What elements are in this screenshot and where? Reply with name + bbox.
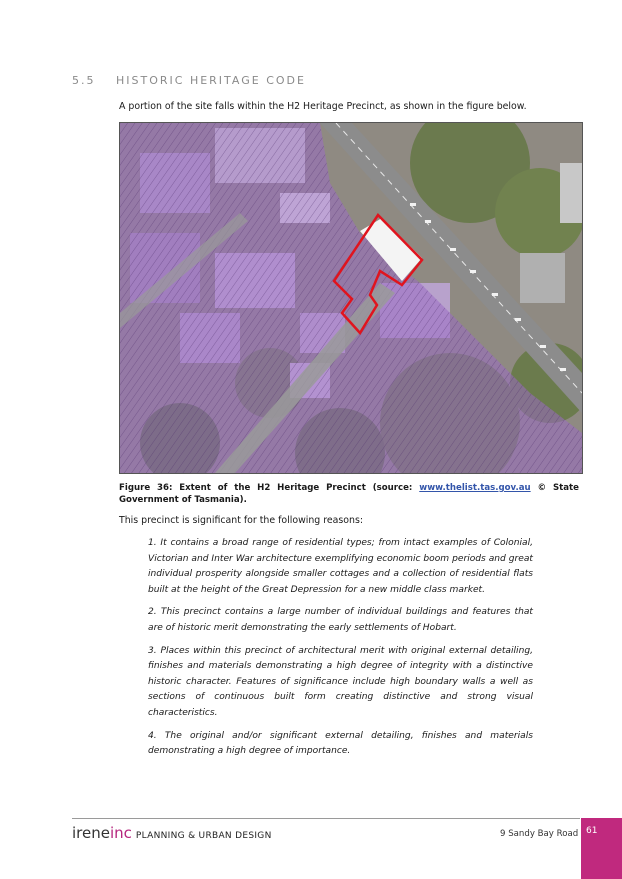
- caption-suffix: © State Government of Tasmania).: [119, 483, 579, 505]
- reasons-list: [148, 536, 533, 767]
- page-number: 61: [586, 826, 598, 836]
- brand-name-part2: inc: [109, 824, 132, 842]
- heritage-precinct-map: [119, 122, 583, 474]
- brand-tagline: PLANNING & URBAN DESIGN: [135, 831, 272, 841]
- reason-item: 1. It contains a broad range of residential types; from intact examples of Colonial, Victorian and Inter War architecture exemplifying economic boom periods and great individual prosperity alongside smaller cottages and a collection of residential flats built at the height of the Great Depression for a new middle class market.: [148, 538, 533, 595]
- reason-item: 2. This precinct contains a large number of individual buildings and features that are of historic merit demonstrating the early settlements of Hobart.: [148, 607, 533, 633]
- footer-divider: [72, 818, 580, 819]
- source-link[interactable]: www.thelist.tas.gov.au: [419, 483, 531, 493]
- reason-item: 4. The original and/or significant external detailing, finishes and materials demonstrating a high degree of importance.: [148, 730, 533, 757]
- aerial-map-image: [120, 123, 582, 473]
- section-title: HISTORIC HERITAGE CODE: [116, 74, 306, 87]
- reason-item: 3. Places within this precinct of architectural merit with original external detailing, finishes and materials demonstrating a high degree of integrity with a distinctive historic character. Features of significance include high boundary walls a well as sections of continuous built form creating distinctive and strong visual characteristics.: [148, 645, 533, 718]
- section-number: 5.5: [72, 74, 96, 87]
- figure-caption: [119, 482, 579, 506]
- footer-brand: [72, 823, 272, 846]
- intro-text: A portion of the site falls within the H2 Heritage Precinct, as shown in the figure below.: [119, 101, 527, 112]
- section-heading: [72, 74, 306, 87]
- footer-address: 9 Sandy Bay Road: [500, 829, 579, 839]
- brand-name-part1: irene: [72, 824, 110, 842]
- significance-intro: This precinct is significant for the following reasons:: [119, 515, 364, 526]
- caption-prefix: Figure 36: Extent of the H2 Heritage Precinct (source:: [119, 483, 420, 493]
